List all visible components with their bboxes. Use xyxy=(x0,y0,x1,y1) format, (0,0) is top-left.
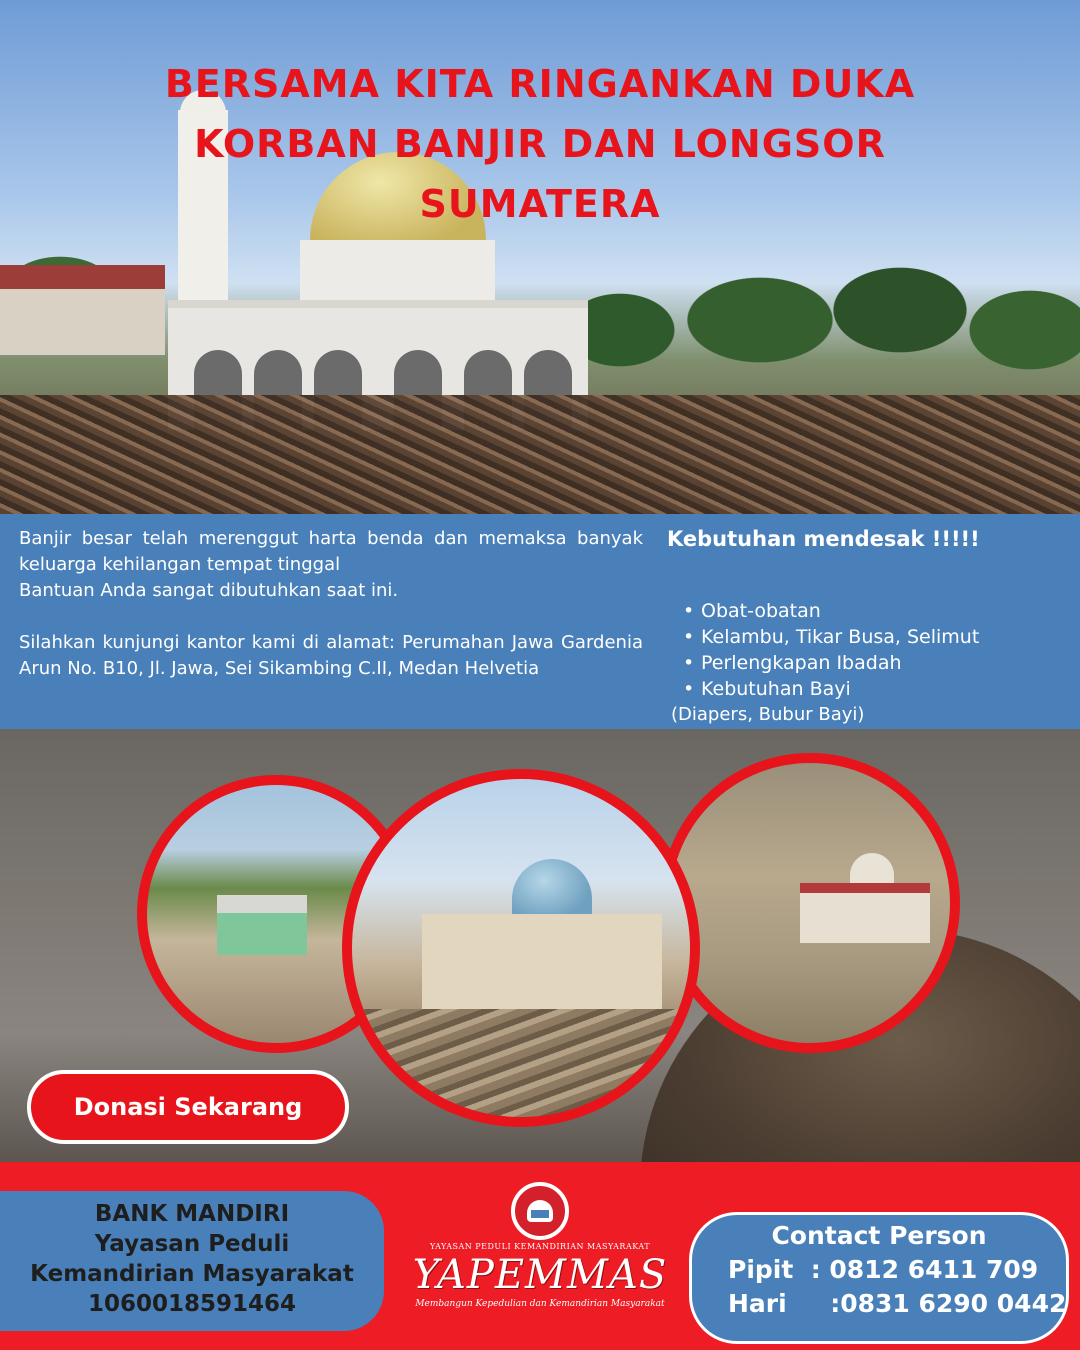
urgent-needs-title: Kebutuhan mendesak !!!!! xyxy=(667,527,980,551)
contact-hari: Hari :0831 6290 0442 xyxy=(728,1289,1067,1318)
headline xyxy=(0,54,1080,234)
info-paragraph-2: Bantuan Anda sangat dibutuhkan saat ini. xyxy=(19,580,399,601)
flood-debris xyxy=(0,395,1080,514)
account-holder-line-2: Kemandirian Masyarakat xyxy=(30,1261,354,1287)
logo-wordmark: YAPEMMAS xyxy=(412,1252,668,1298)
needs-list xyxy=(683,598,1067,702)
headline-line-3: SUMATERA xyxy=(419,182,661,226)
info-band xyxy=(0,514,1080,729)
photo-circle-mosque-logs xyxy=(342,769,700,1127)
headline-line-2: KORBAN BANJIR DAN LONGSOR xyxy=(194,122,886,166)
bank-name: BANK MANDIRI xyxy=(94,1201,290,1227)
needs-note: (Diapers, Bubur Bayi) xyxy=(671,704,865,725)
small-mosque xyxy=(800,883,930,943)
office-address: Silahkan kunjungi kantor kami di alamat: Perumahan Jawa Gardenia Arun No. B10, Jl. Jawa, Sei Sikambing C.II, Medan Helvetia xyxy=(19,632,643,679)
headline-line-1: BERSAMA KITA RINGANKAN DUKA xyxy=(164,62,916,106)
contact-person xyxy=(689,1212,1069,1344)
heart-hands-icon xyxy=(511,1182,569,1240)
photo-circle-flooded-mosque xyxy=(660,753,960,1053)
logo-tagline: Membangun Kepedulian dan Kemandirian Masyarakat xyxy=(415,1299,665,1309)
needs-item: • Kelambu, Tikar Busa, Selimut xyxy=(683,624,1067,650)
info-description xyxy=(19,526,643,682)
account-holder-line-1: Yayasan Peduli xyxy=(94,1231,290,1257)
donate-now-button[interactable]: Donasi Sekarang xyxy=(27,1070,349,1144)
needs-item: • Obat-obatan xyxy=(683,598,1067,624)
contact-title: Contact Person xyxy=(771,1221,987,1250)
hero-photo xyxy=(0,0,1080,514)
logo-top-text: YAYASAN PEDULI KEMANDIRIAN MASYARAKAT xyxy=(429,1242,651,1251)
info-paragraph-1: Banjir besar telah merenggut harta benda dan memaksa banyak keluarga kehilangan tempat tinggal xyxy=(19,528,643,575)
bank-info xyxy=(0,1191,384,1331)
urgent-needs xyxy=(667,524,1067,728)
blue-dome xyxy=(512,859,592,921)
red-roof-house xyxy=(0,265,165,355)
account-number: 1060018591464 xyxy=(87,1291,297,1317)
small-dome xyxy=(850,853,894,887)
needs-item: • Kebutuhan Bayi xyxy=(683,676,1067,702)
green-house xyxy=(217,895,307,955)
contact-pipit: Pipit : 0812 6411 709 xyxy=(728,1255,1039,1284)
yapemmas-logo xyxy=(400,1182,680,1342)
footer xyxy=(0,1162,1080,1350)
large-mosque xyxy=(422,914,662,1009)
needs-item: • Perlengkapan Ibadah xyxy=(683,650,1067,676)
dome-base xyxy=(300,240,495,302)
log-debris xyxy=(352,1009,700,1127)
